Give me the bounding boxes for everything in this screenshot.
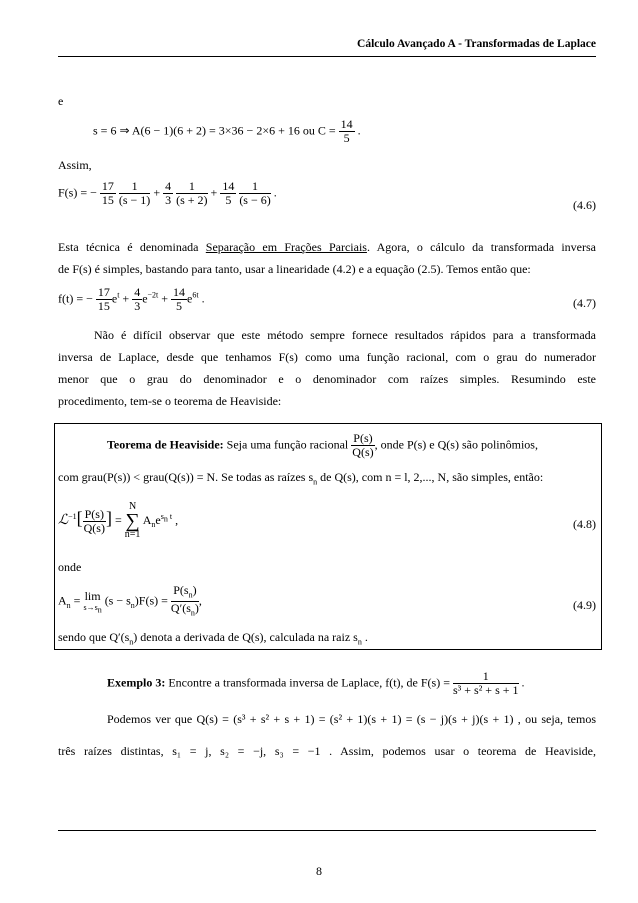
paragraph-line: inversa de Laplace, desde que tenhamos F(s) como uma função racional, com o grau do numerador <box>58 350 596 364</box>
running-header: Cálculo Avançado A - Transformadas de Laplace <box>357 38 596 50</box>
paragraph-line: Não é difícil observar que este método sempre fornece resultados rápidos para a transformada <box>94 328 596 342</box>
paragraph-line: de F(s) é simples, bastando para tanto, usar a linearidade (4.2) e a equação (2.5). Temos então que: <box>58 262 531 276</box>
equation-s6: s = 6 ⇒ A(6 − 1)(6 + 2) = 3×36 − 2×6 + 16 ou C = $\frac{14}{5}$ . <box>93 117 361 145</box>
header-rule <box>58 56 596 57</box>
equation-4-8: ℒ$^{-1}$[ $\frac{P(s)}{Q(s)}$ ] = N ∑ n=1 $A_ne^{s_n t}$ , <box>58 501 179 540</box>
paragraph-line: Esta técnica é denominada Separação em Frações Parciais. Agora, o cálculo da transformada inversa <box>58 240 596 254</box>
theorem-last-line: sendo que $Q'(s_n)$ denota a derivada de Q(s), calculada na raiz $s_n$ . <box>58 630 368 647</box>
equation-number-4-8: (4.8) <box>573 517 596 531</box>
equation-number-4-9: (4.9) <box>573 598 596 612</box>
equation-4-7: f(t) = − $\frac{17}{15}$ $e^t$ + $\frac{4}{3}$ $e^{-2t}$ + $\frac{14}{5}$ $e^{6t}$ . <box>58 285 205 313</box>
footer-rule <box>58 830 596 831</box>
equation-number-4-7: (4.7) <box>573 296 596 310</box>
paragraph-line: menor que o grau do denominador e o denominador com raízes simples. Resumindo este <box>58 372 596 386</box>
page-number: 8 <box>316 864 322 878</box>
text-assim: Assim, <box>58 158 92 172</box>
paragraph-line: três raízes distintas, s₁ = j, s₂ = −j, s₃ = −1 . Assim, podemos usar o teorema de Heaviside, <box>58 744 596 758</box>
equation-number-4-6: (4.6) <box>573 198 596 212</box>
equation-4-6: F(s) = − $\frac{17}{15}$ $\frac{1}{(s - 1)}$ + $\frac{4}{3}$ $\frac{1}{(s + 2)}$ + $\frac{14}{5}$ $\frac{1}{(s - 6)}$ . <box>58 179 277 207</box>
underlined-term: Separação em Frações Parciais <box>205 240 367 254</box>
text-e: e <box>58 94 64 108</box>
equation-4-9: $A_n$ = lim $s\to s_n$ $(s - s_n)F(s)$ = $\frac{P(s_n)}{Q'(s_n)}$ , <box>58 583 202 618</box>
paragraph-line: Podemos ver que Q(s) = (s³ + s² + s + 1) = (s² + 1)(s + 1) = (s − j)(s + j)(s + 1) , ou seja, temos <box>107 712 596 726</box>
theorem-line2: com grau(P(s)) < grau(Q(s)) = N. Se todas as raízes $s_n$ de Q(s), com n = l, 2,..., N, são simples, então: <box>58 470 544 487</box>
text-onde: onde <box>58 560 82 574</box>
paragraph-line: procedimento, tem-se o teorema de Heaviside: <box>58 394 282 408</box>
example-3: Exemplo 3: Encontre a transformada inversa de Laplace, f(t), de F(s) = $\frac{1}{\text{s³ + s² + s + 1}}$ . <box>107 669 525 697</box>
theorem-statement: Teorema de Heaviside: Seja uma função racional $\frac{P(s)}{Q(s)}$ , onde P(s) e Q(s) são polinômios, <box>107 431 538 459</box>
